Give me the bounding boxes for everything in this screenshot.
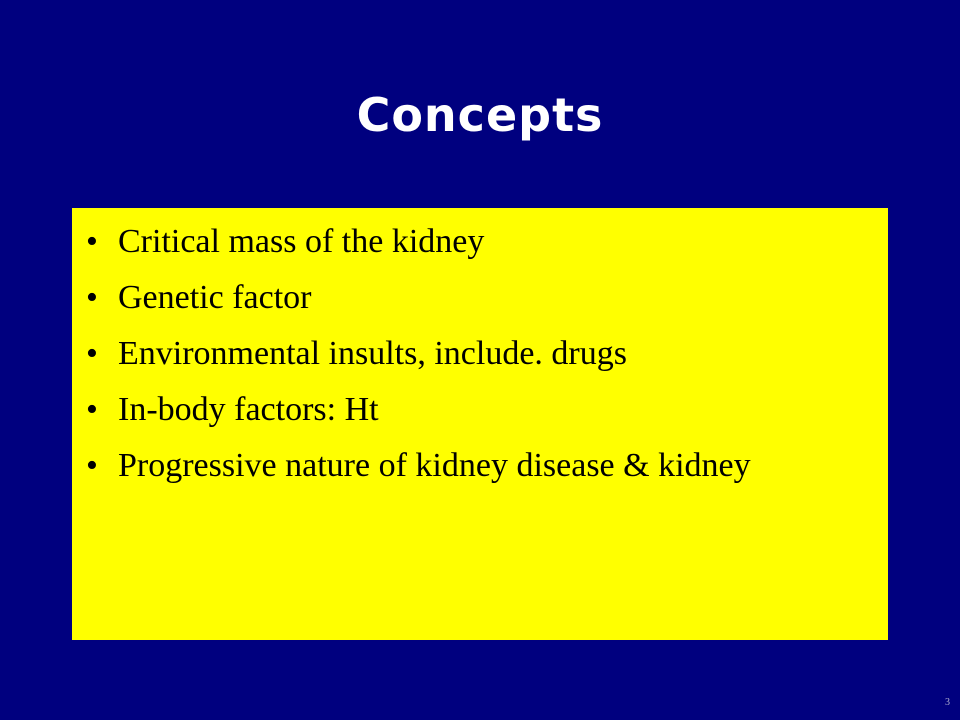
bullet-item: • Genetic factor	[86, 278, 876, 318]
slide-title: Concepts	[356, 88, 604, 142]
page-number: 3	[945, 697, 950, 708]
bullet-item: • In-body factors: Ht	[86, 390, 876, 430]
bullet-item: • Progressive nature of kidney disease & kidney	[86, 446, 876, 486]
content-box	[72, 208, 888, 640]
bullet-item: • Critical mass of the kidney	[86, 222, 876, 262]
bullet-item: • Environmental insults, include. drugs	[86, 334, 876, 374]
bullet-list	[86, 222, 876, 502]
